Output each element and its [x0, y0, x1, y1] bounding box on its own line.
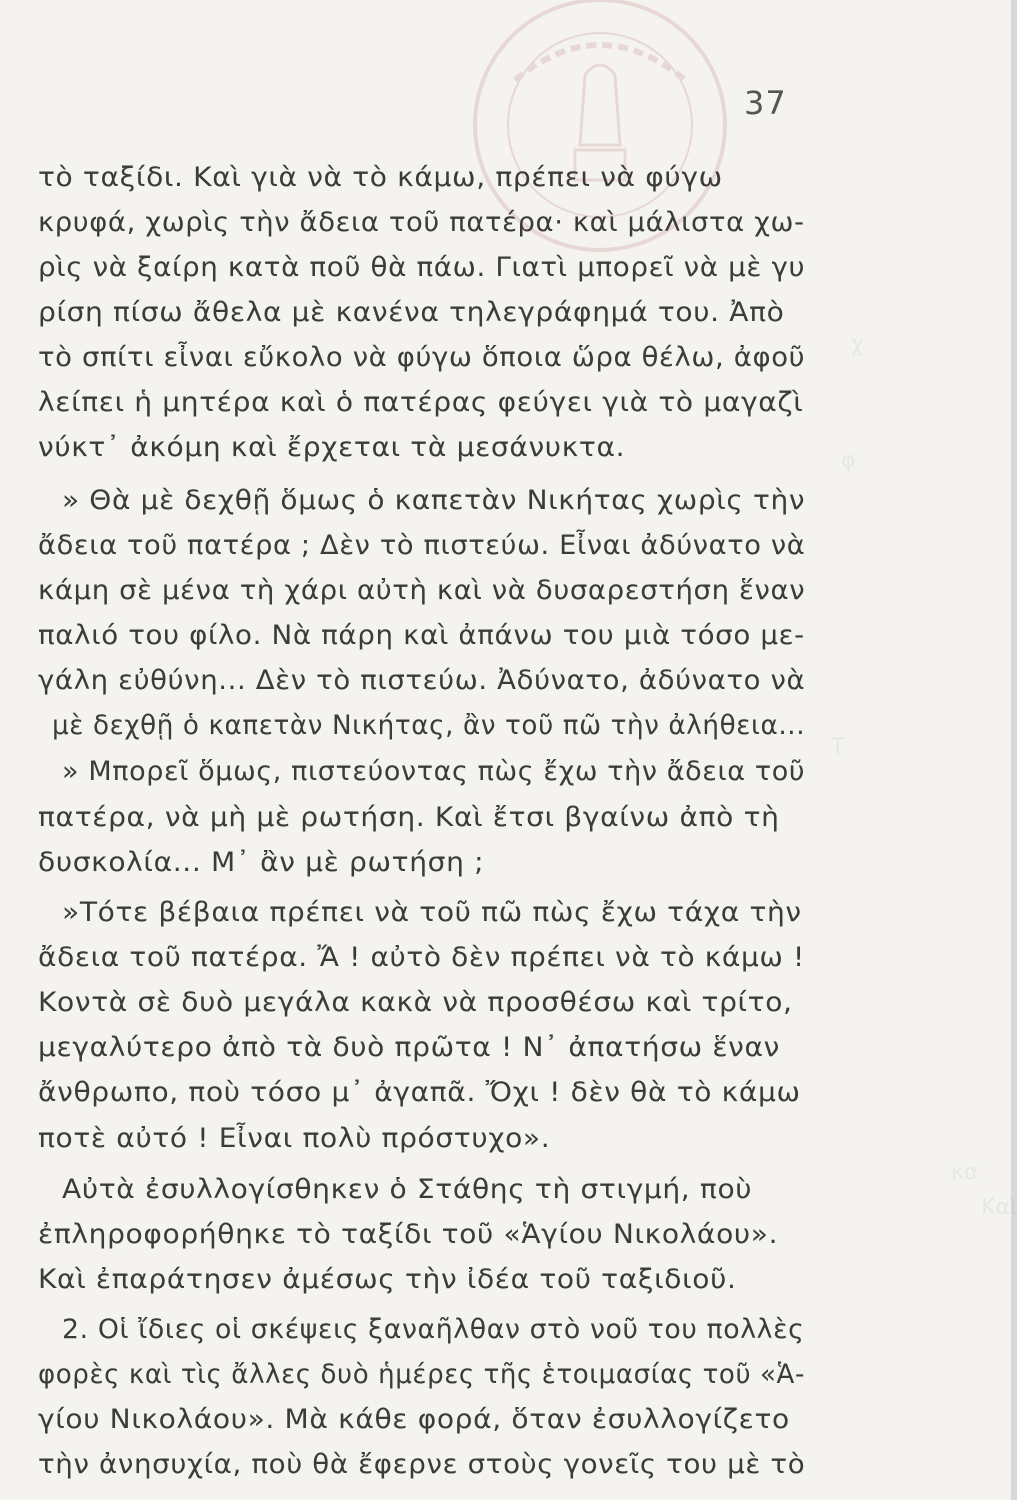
text-line: νύκτ᾽ ἀκόμη καὶ ἔρχεται τὰ μεσάνυκτα. — [38, 432, 626, 463]
text-line: Καὶ ἐπαράτησεν ἀμέσως τὴν ἰδέα τοῦ ταξιδιοῦ. — [38, 1264, 737, 1295]
text-line: ἄνθρωπο, ποὺ τόσο μ᾽ ἀγαπᾶ. Ὄχι ! δὲν θὰ τὸ κάμω — [38, 1077, 801, 1108]
text-line: πατέρα, νὰ μὴ μὲ ρωτήση. Καὶ ἔτσι βγαίνω ἀπὸ τὴ — [38, 802, 780, 833]
text-line: τὸ ταξίδι. Καὶ γιὰ νὰ τὸ κάμω, πρέπει νὰ φύγω — [38, 162, 723, 193]
text-line: ρὶς νὰ ξαίρη κατὰ ποῦ θὰ πάω. Γιατὶ μπορεῖ νὰ μὲ γυ — [38, 252, 806, 283]
text-line: μεγαλύτερο ἀπὸ τὰ δυὸ πρῶτα ! Ν᾽ ἀπατήσω ἕναν — [38, 1032, 780, 1063]
text-line: ποτὲ αὐτό ! Εἶναι πολὺ πρόστυχο». — [38, 1123, 551, 1154]
text-line: ρίση πίσω ἄθελα μὲ κανένα τηλεγράφημά του. Ἀπὸ — [38, 297, 785, 328]
text-line: κρυφά, χωρὶς τὴν ἄδεια τοῦ πατέρα· καὶ μάλιστα χω- — [38, 207, 805, 238]
show-through-text: χ φ Τ κα Καὶ — [831, 332, 1017, 1220]
page-number: 37 — [744, 84, 787, 122]
text-line: δυσκολία... Μ᾽ ἂν μὲ ρωτήση ; — [38, 847, 485, 878]
text-line: » Μπορεῖ ὅμως, πιστεύοντας πὼς ἔχω τὴν ἄδεια τοῦ — [62, 756, 806, 787]
text-line: Αὐτὰ ἐσυλλογίσθηκεν ὁ Στάθης τὴ στιγμή, ποὺ — [62, 1174, 753, 1205]
text-line: τὸ σπίτι εἶναι εὔκολο νὰ φύγω ὅποια ὥρα θέλω, ἀφοῦ — [38, 342, 806, 373]
text-line: 2. Οἱ ἴδιες οἱ σκέψεις ξαναῆλθαν στὸ νοῦ του πολλὲς — [62, 1314, 805, 1345]
text-line: φορὲς καὶ τὶς ἄλλες δυὸ ἡμέρες τῆς ἑτοιμασίας τοῦ «Ἁ- — [38, 1359, 805, 1390]
text-line: » Θὰ μὲ δεχθῇ ὅμως ὁ καπετὰν Νικήτας χωρὶς τὴν — [62, 485, 806, 516]
text-line: Κοντὰ σὲ δυὸ μεγάλα κακὰ νὰ προσθέσω καὶ τρίτο, — [38, 987, 793, 1018]
text-line: κάμη σὲ μένα τὴ χάρι αὐτὴ καὶ νὰ δυσαρεστήση ἕναν — [38, 575, 806, 606]
text-line: ἐπληροφορήθηκε τὸ ταξίδι τοῦ «Ἁγίου Νικολάου». — [38, 1219, 779, 1250]
text-line: γάλη εὐθύνη... Δὲν τὸ πιστεύω. Ἀδύνατο, ἀδύνατο νὰ — [38, 665, 806, 696]
text-line: γίου Νικολάου». Μὰ κάθε φορά, ὅταν ἐσυλλογίζετο — [38, 1404, 790, 1435]
text-line: ἄδεια τοῦ πατέρα. Ἄ ! αὐτὸ δὲν πρέπει νὰ τὸ κάμω ! — [38, 942, 805, 973]
text-line: λείπει ἡ μητέρα καὶ ὁ πατέρας φεύγει γιὰ τὸ μαγαζὶ — [38, 387, 804, 418]
text-line: τὴν ἀνησυχία, ποὺ θὰ ἔφερνε στοὺς γονεῖς του μὲ τὸ — [38, 1449, 806, 1480]
text-line: μὲ δεχθῇ ὁ καπετὰν Νικήτας, ἂν τοῦ πῶ τὴν ἀλήθεια... — [52, 710, 806, 741]
text-line: »Τότε βέβαια πρέπει νὰ τοῦ πῶ πὼς ἔχω τάχα τὴν — [62, 897, 802, 928]
text-line: παλιό του φίλο. Νὰ πάρη καὶ ἀπάνω του μιὰ τόσο με- — [38, 620, 805, 651]
text-line: ἄδεια τοῦ πατέρα ; Δὲν τὸ πιστεύω. Εἶναι ἀδύνατο νὰ — [38, 530, 806, 561]
